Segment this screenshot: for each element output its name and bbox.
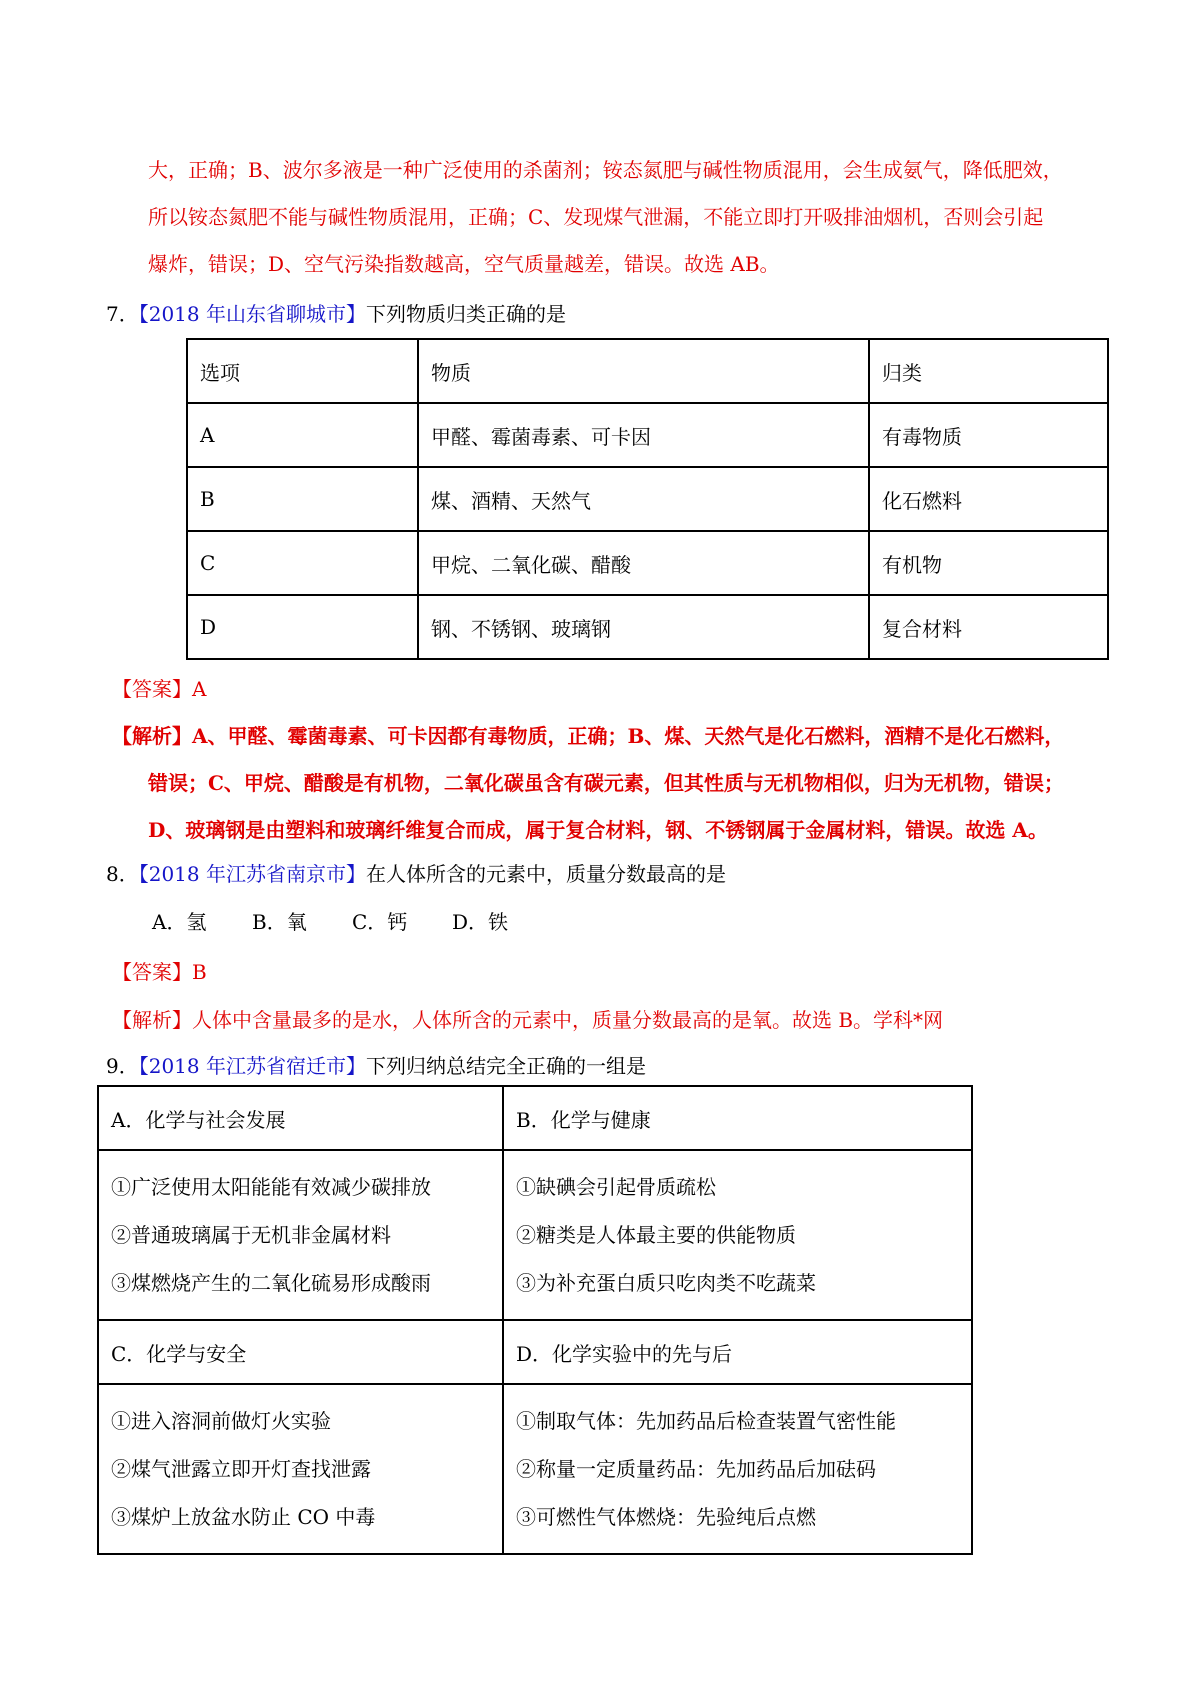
question-number: 9． <box>106 1054 139 1078</box>
group-a-items <box>98 1150 503 1320</box>
cell-substance: 钢、不锈钢、玻璃钢 <box>418 595 869 659</box>
header-cell-option: 选项 <box>187 339 418 403</box>
cell-category: 复合材料 <box>869 595 1108 659</box>
table-row <box>98 1320 972 1384</box>
q7-analysis-line-2: 错误；C、甲烷、醋酸是有机物，二氧化碳虽含有碳元素，但其性质与无机物相似，归为无机物，错误； <box>148 771 1064 795</box>
question-8-stem <box>106 860 726 888</box>
question-source: 【2018 年山东省聊城市】 <box>138 302 366 326</box>
group-d-title: D．化学实验中的先与后 <box>503 1320 972 1384</box>
cell-substance: 甲烷、二氧化碳、醋酸 <box>418 531 869 595</box>
q8-options <box>152 908 508 936</box>
q8-analysis: 【解析】人体中含量最多的是水，人体所含的元素中，质量分数最高的是氧。故选 B。学科*网 <box>112 1008 944 1032</box>
cell-substance: 煤、酒精、天然气 <box>418 467 869 531</box>
q9-table <box>97 1085 973 1555</box>
table-row <box>187 531 1108 595</box>
group-a-title: A．化学与社会发展 <box>98 1086 503 1150</box>
list-item: ③煤炉上放盆水防止 CO 中毒 <box>111 1505 376 1529</box>
question-source: 【2018 年江苏省南京市】 <box>138 862 366 886</box>
question-text: 下列物质归类正确的是 <box>366 302 566 326</box>
option-b: B．氧 <box>252 910 307 934</box>
q7-analysis-line-3: D、玻璃钢是由塑料和玻璃纤维复合而成，属于复合材料，钢、不锈钢属于金属材料，错误。故选 A。 <box>148 818 1048 842</box>
cell-option: D <box>187 595 418 659</box>
option-d: D．铁 <box>452 910 509 934</box>
table-row <box>187 403 1108 467</box>
list-item: ②煤气泄露立即开灯查找泄露 <box>111 1457 371 1481</box>
option-c: C．钙 <box>352 910 408 934</box>
list-item: ①进入溶洞前做灯火实验 <box>111 1409 331 1433</box>
q6-analysis-line-1: 大，正确；B、波尔多液是一种广泛使用的杀菌剂；铵态氮肥与碱性物质混用，会生成氨气，降低肥效， <box>148 158 1063 182</box>
question-9-stem <box>106 1052 646 1080</box>
table-row <box>98 1384 972 1554</box>
cell-category: 有毒物质 <box>869 403 1108 467</box>
list-item: ②普通玻璃属于无机非金属材料 <box>111 1223 391 1247</box>
option-a: A．氢 <box>152 910 207 934</box>
table-header-row <box>187 339 1108 403</box>
group-b-items <box>503 1150 972 1320</box>
group-c-title: C．化学与安全 <box>98 1320 503 1384</box>
table-row <box>187 595 1108 659</box>
cell-option: B <box>187 467 418 531</box>
list-item: ③为补充蛋白质只吃肉类不吃蔬菜 <box>516 1271 816 1295</box>
cell-option: C <box>187 531 418 595</box>
list-item: ①缺碘会引起骨质疏松 <box>516 1175 716 1199</box>
cell-category: 化石燃料 <box>869 467 1108 531</box>
q7-answer: 【答案】A <box>112 677 207 701</box>
question-text: 在人体所含的元素中，质量分数最高的是 <box>366 862 726 886</box>
table-row <box>98 1086 972 1150</box>
list-item: ①制取气体：先加药品后检查装置气密性能 <box>516 1409 896 1433</box>
cell-category: 有机物 <box>869 531 1108 595</box>
group-b-title: B．化学与健康 <box>503 1086 972 1150</box>
q6-analysis-line-2: 所以铵态氮肥不能与碱性物质混用，正确；C、发现煤气泄漏，不能立即打开吸排油烟机，否则会引起 <box>148 205 1044 229</box>
question-7-stem <box>106 300 566 328</box>
header-cell-substance: 物质 <box>418 339 869 403</box>
question-source: 【2018 年江苏省宿迁市】 <box>138 1054 366 1078</box>
question-number: 8． <box>106 862 139 886</box>
q6-analysis-line-3: 爆炸，错误；D、空气污染指数越高，空气质量越差，错误。故选 AB。 <box>148 252 780 276</box>
table-row <box>187 467 1108 531</box>
group-d-items <box>503 1384 972 1554</box>
question-number: 7． <box>106 302 139 326</box>
list-item: ①广泛使用太阳能能有效减少碳排放 <box>111 1175 431 1199</box>
list-item: ②糖类是人体最主要的供能物质 <box>516 1223 796 1247</box>
list-item: ③煤燃烧产生的二氧化硫易形成酸雨 <box>111 1271 431 1295</box>
header-cell-category: 归类 <box>869 339 1108 403</box>
list-item: ③可燃性气体燃烧：先验纯后点燃 <box>516 1505 816 1529</box>
q7-table <box>186 338 1109 660</box>
cell-substance: 甲醛、霉菌毒素、可卡因 <box>418 403 869 467</box>
q8-answer: 【答案】B <box>112 960 207 984</box>
group-c-items <box>98 1384 503 1554</box>
table-row <box>98 1150 972 1320</box>
q7-analysis-line-1: 【解析】A、甲醛、霉菌毒素、可卡因都有毒物质，正确；B、煤、天然气是化石燃料，酒精不是化石燃料， <box>112 724 1065 748</box>
list-item: ②称量一定质量药品：先加药品后加砝码 <box>516 1457 876 1481</box>
question-text: 下列归纳总结完全正确的一组是 <box>366 1054 646 1078</box>
cell-option: A <box>187 403 418 467</box>
